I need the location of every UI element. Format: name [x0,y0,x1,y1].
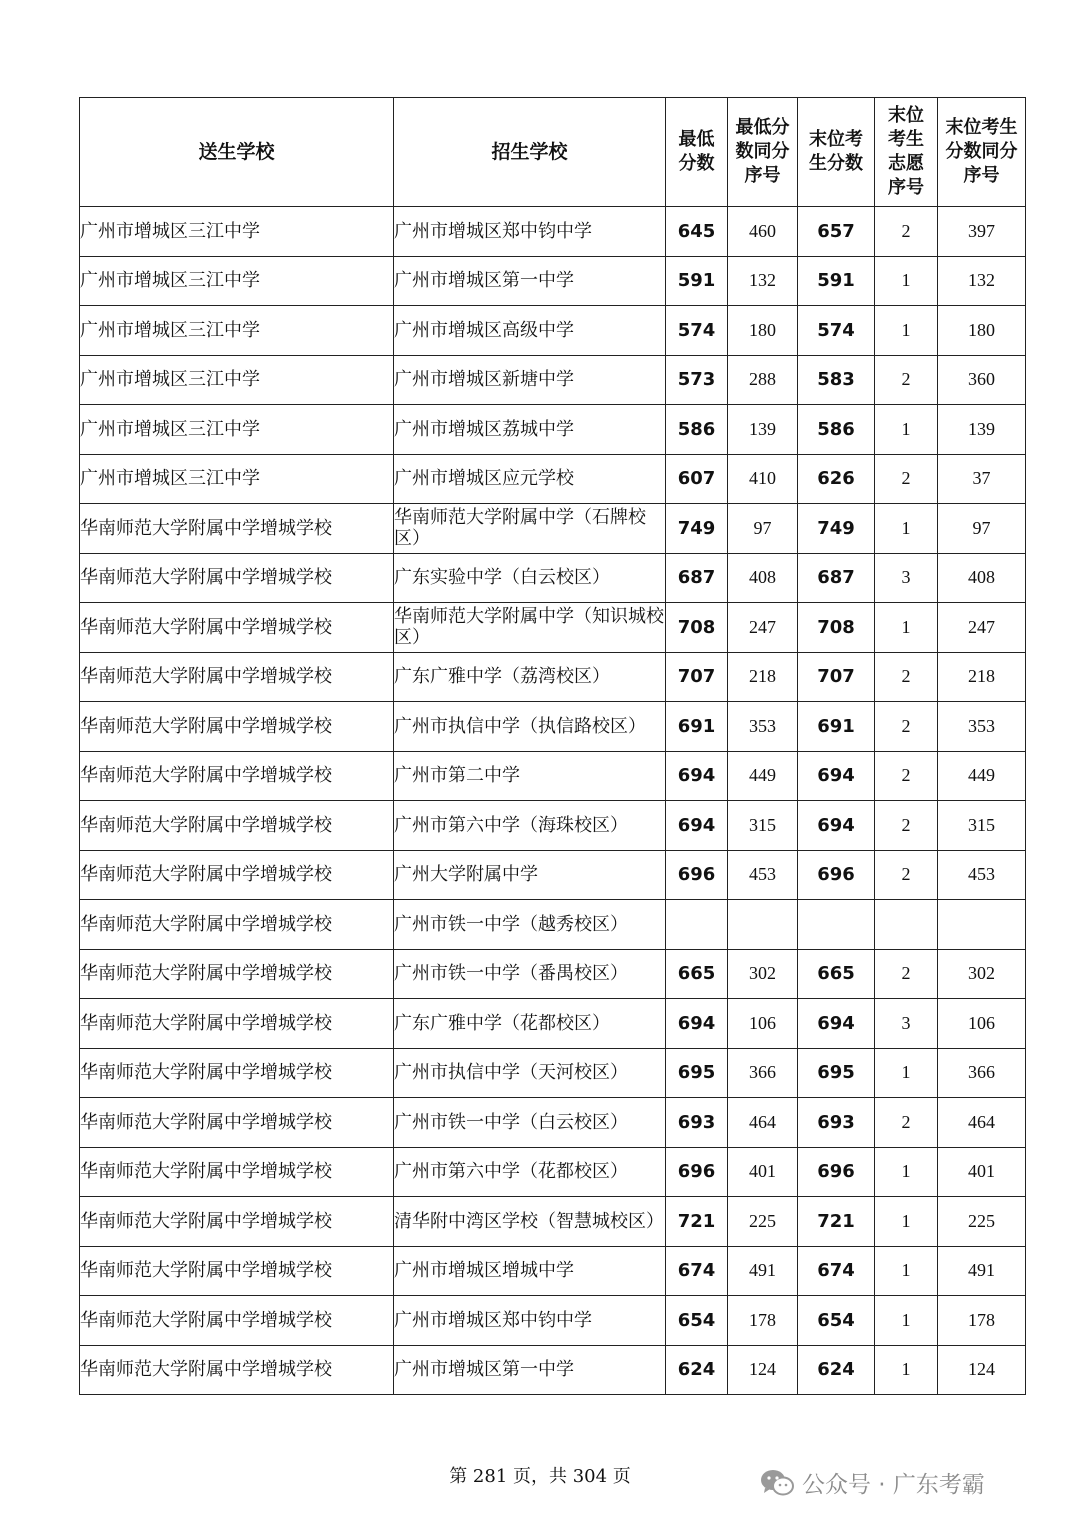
cell-admitting-school: 广州市增城区高级中学 [394,306,666,356]
cell-sender-school: 华南师范大学附属中学增城学校 [80,702,394,752]
cell-last-score-rank [938,900,1026,950]
header-last-score [798,98,875,207]
cell-sender-school: 华南师范大学附属中学增城学校 [80,850,394,900]
header-line: 分数 [678,153,715,174]
cell-last-score: 624 [798,1345,875,1395]
cell-min-score-rank: 288 [728,355,798,405]
table-row [80,1147,1026,1197]
cell-min-score: 665 [666,949,728,999]
cell-min-score-rank: 464 [728,1098,798,1148]
cell-sender-school: 华南师范大学附属中学增城学校 [80,949,394,999]
cell-last-score-rank: 353 [938,702,1026,752]
cell-last-score-rank: 397 [938,207,1026,257]
table-row [80,1048,1026,1098]
table-row [80,801,1026,851]
table-row [80,306,1026,356]
cell-last-score: 691 [798,702,875,752]
header-line: 最低分 [735,117,790,138]
cell-last-score-rank: 180 [938,306,1026,356]
cell-min-score-rank: 124 [728,1345,798,1395]
cell-admitting-school: 广东实验中学（白云校区） [394,553,666,603]
cell-min-score-rank: 302 [728,949,798,999]
cell-sender-school: 华南师范大学附属中学增城学校 [80,900,394,950]
header-line: 生分数 [809,153,863,174]
cell-sender-school: 华南师范大学附属中学增城学校 [80,1197,394,1247]
cell-min-score: 693 [666,1098,728,1148]
cell-min-score: 721 [666,1197,728,1247]
cell-last-choice-number: 2 [875,1098,938,1148]
header-admitting-school: 招生学校 [394,98,666,207]
table-row [80,454,1026,504]
cell-admitting-school: 广州市增城区郑中钧中学 [394,1296,666,1346]
header-sender-school: 送生学校 [80,98,394,207]
cell-min-score: 694 [666,751,728,801]
cell-last-choice-number [875,900,938,950]
header-min-score-rank [728,98,798,207]
cell-sender-school: 华南师范大学附属中学增城学校 [80,652,394,702]
cell-min-score: 691 [666,702,728,752]
table-row [80,1098,1026,1148]
cell-sender-school: 华南师范大学附属中学增城学校 [80,1246,394,1296]
cell-min-score: 586 [666,405,728,455]
cell-admitting-school: 广州市增城区第一中学 [394,256,666,306]
cell-min-score: 645 [666,207,728,257]
cell-last-score: 708 [798,603,875,653]
header-line: 末位 [888,105,924,126]
cell-admitting-school: 华南师范大学附属中学（知识城校区） [394,603,666,653]
cell-last-choice-number: 3 [875,553,938,603]
cell-last-score-rank: 302 [938,949,1026,999]
cell-last-choice-number: 1 [875,1296,938,1346]
cell-last-choice-number: 2 [875,751,938,801]
cell-min-score: 654 [666,1296,728,1346]
cell-min-score-rank: 180 [728,306,798,356]
cell-min-score: 591 [666,256,728,306]
admission-score-table [79,97,1026,1395]
page-number: 第 281 页，共 304 页 [449,1466,631,1487]
cell-admitting-school: 广州市第六中学（花都校区） [394,1147,666,1197]
cell-min-score-rank: 453 [728,850,798,900]
cell-last-score-rank: 464 [938,1098,1026,1148]
cell-min-score-rank: 401 [728,1147,798,1197]
cell-admitting-school: 广州市第六中学（海珠校区） [394,801,666,851]
cell-last-score: 695 [798,1048,875,1098]
header-line: 数同分 [735,141,790,162]
cell-last-score: 696 [798,850,875,900]
cell-last-choice-number: 1 [875,1345,938,1395]
cell-last-choice-number: 2 [875,702,938,752]
table-row [80,850,1026,900]
cell-min-score: 695 [666,1048,728,1098]
header-min-score [666,98,728,207]
cell-sender-school: 华南师范大学附属中学增城学校 [80,999,394,1049]
table-row [80,405,1026,455]
cell-last-score: 693 [798,1098,875,1148]
cell-last-score: 707 [798,652,875,702]
cell-last-choice-number: 1 [875,306,938,356]
table-row [80,652,1026,702]
cell-last-score: 721 [798,1197,875,1247]
table-row [80,949,1026,999]
cell-admitting-school: 广州市增城区新塘中学 [394,355,666,405]
cell-last-choice-number: 3 [875,999,938,1049]
cell-sender-school: 广州市增城区三江中学 [80,306,394,356]
cell-admitting-school: 清华附中湾区学校（智慧城校区） [394,1197,666,1247]
cell-last-choice-number: 1 [875,1048,938,1098]
cell-last-score-rank: 360 [938,355,1026,405]
cell-last-choice-number: 1 [875,603,938,653]
cell-sender-school: 华南师范大学附属中学增城学校 [80,1147,394,1197]
cell-last-choice-number: 1 [875,256,938,306]
cell-last-score-rank: 139 [938,405,1026,455]
cell-last-score: 687 [798,553,875,603]
cell-sender-school: 广州市增城区三江中学 [80,355,394,405]
cell-last-score: 574 [798,306,875,356]
cell-min-score-rank: 408 [728,553,798,603]
cell-last-score: 694 [798,801,875,851]
cell-min-score: 674 [666,1246,728,1296]
watermark [760,1466,985,1499]
cell-last-score: 696 [798,1147,875,1197]
table-row [80,256,1026,306]
cell-min-score: 694 [666,999,728,1049]
cell-min-score-rank: 353 [728,702,798,752]
cell-min-score: 694 [666,801,728,851]
header-line: 序号 [888,177,924,198]
cell-min-score [666,900,728,950]
cell-last-score: 657 [798,207,875,257]
cell-last-score-rank: 218 [938,652,1026,702]
cell-last-choice-number: 2 [875,454,938,504]
cell-sender-school: 广州市增城区三江中学 [80,256,394,306]
cell-admitting-school: 广州市铁一中学（越秀校区） [394,900,666,950]
cell-sender-school: 广州市增城区三江中学 [80,405,394,455]
cell-last-score-rank: 366 [938,1048,1026,1098]
table-row [80,1246,1026,1296]
cell-admitting-school: 广州市增城区应元学校 [394,454,666,504]
cell-last-score: 674 [798,1246,875,1296]
table-body [80,207,1026,1395]
cell-last-score-rank: 315 [938,801,1026,851]
cell-last-choice-number: 1 [875,1147,938,1197]
cell-admitting-school: 广东广雅中学（荔湾校区） [394,652,666,702]
cell-admitting-school: 广州市增城区第一中学 [394,1345,666,1395]
cell-admitting-school: 广州市执信中学（执信路校区） [394,702,666,752]
table-row [80,751,1026,801]
cell-min-score-rank: 218 [728,652,798,702]
table-row [80,355,1026,405]
cell-last-score: 586 [798,405,875,455]
cell-sender-school: 华南师范大学附属中学增城学校 [80,553,394,603]
cell-sender-school: 广州市增城区三江中学 [80,207,394,257]
header-line: 末位考 [809,129,863,150]
cell-last-score-rank: 124 [938,1345,1026,1395]
cell-admitting-school: 广州大学附属中学 [394,850,666,900]
cell-min-score-rank: 315 [728,801,798,851]
cell-admitting-school: 广州市铁一中学（番禺校区） [394,949,666,999]
table-header-row [80,98,1026,207]
cell-min-score-rank: 491 [728,1246,798,1296]
header-last-choice-number [875,98,938,207]
cell-min-score-rank: 97 [728,504,798,554]
table-row [80,900,1026,950]
table-row [80,553,1026,603]
table-row [80,603,1026,653]
cell-sender-school: 广州市增城区三江中学 [80,454,394,504]
header-line: 末位考生 [945,117,1018,138]
cell-admitting-school: 广东广雅中学（花都校区） [394,999,666,1049]
cell-min-score-rank [728,900,798,950]
cell-sender-school: 华南师范大学附属中学增城学校 [80,504,394,554]
cell-last-choice-number: 2 [875,949,938,999]
table-row [80,702,1026,752]
cell-last-choice-number: 2 [875,850,938,900]
cell-sender-school: 华南师范大学附属中学增城学校 [80,751,394,801]
cell-sender-school: 华南师范大学附属中学增城学校 [80,801,394,851]
cell-last-score: 749 [798,504,875,554]
cell-sender-school: 华南师范大学附属中学增城学校 [80,1048,394,1098]
cell-last-score: 591 [798,256,875,306]
cell-min-score-rank: 247 [728,603,798,653]
cell-last-score-rank: 449 [938,751,1026,801]
cell-last-score-rank: 453 [938,850,1026,900]
header-line: 分数同分 [945,141,1018,162]
cell-min-score: 574 [666,306,728,356]
cell-sender-school: 华南师范大学附属中学增城学校 [80,603,394,653]
cell-last-score [798,900,875,950]
header-line: 最低 [678,129,715,150]
cell-min-score: 749 [666,504,728,554]
cell-last-score-rank: 401 [938,1147,1026,1197]
cell-min-score: 687 [666,553,728,603]
header-line: 序号 [963,165,1000,186]
cell-min-score-rank: 410 [728,454,798,504]
cell-min-score-rank: 106 [728,999,798,1049]
cell-min-score-rank: 366 [728,1048,798,1098]
cell-last-score-rank: 97 [938,504,1026,554]
cell-admitting-school: 广州市铁一中学（白云校区） [394,1098,666,1148]
table-row [80,1296,1026,1346]
cell-last-score-rank: 106 [938,999,1026,1049]
cell-last-score-rank: 178 [938,1296,1026,1346]
cell-last-choice-number: 2 [875,207,938,257]
cell-sender-school: 华南师范大学附属中学增城学校 [80,1296,394,1346]
cell-last-score: 694 [798,751,875,801]
header-line: 考生 [888,129,924,150]
cell-min-score-rank: 132 [728,256,798,306]
cell-min-score: 607 [666,454,728,504]
cell-admitting-school: 广州市第二中学 [394,751,666,801]
cell-last-score: 583 [798,355,875,405]
cell-min-score: 707 [666,652,728,702]
table-row [80,1197,1026,1247]
cell-last-choice-number: 1 [875,1246,938,1296]
header-line: 序号 [744,165,781,186]
cell-last-choice-number: 2 [875,801,938,851]
cell-last-score-rank: 491 [938,1246,1026,1296]
cell-min-score: 573 [666,355,728,405]
table-row [80,1345,1026,1395]
cell-min-score: 624 [666,1345,728,1395]
cell-admitting-school: 广州市增城区荔城中学 [394,405,666,455]
cell-last-score-rank: 247 [938,603,1026,653]
table-row [80,207,1026,257]
cell-last-score-rank: 37 [938,454,1026,504]
cell-last-choice-number: 1 [875,405,938,455]
header-last-score-rank [938,98,1026,207]
cell-min-score: 696 [666,850,728,900]
cell-admitting-school: 广州市增城区郑中钧中学 [394,207,666,257]
cell-last-score: 665 [798,949,875,999]
cell-sender-school: 华南师范大学附属中学增城学校 [80,1098,394,1148]
cell-last-score-rank: 132 [938,256,1026,306]
cell-min-score: 696 [666,1147,728,1197]
table-row [80,504,1026,554]
cell-min-score-rank: 139 [728,405,798,455]
cell-last-score-rank: 225 [938,1197,1026,1247]
cell-min-score-rank: 225 [728,1197,798,1247]
cell-min-score: 708 [666,603,728,653]
cell-last-score-rank: 408 [938,553,1026,603]
cell-last-choice-number: 2 [875,652,938,702]
watermark-text: 公众号 · 广东考霸 [802,1472,985,1498]
cell-last-score: 694 [798,999,875,1049]
cell-sender-school: 华南师范大学附属中学增城学校 [80,1345,394,1395]
cell-admitting-school: 华南师范大学附属中学（石牌校区） [394,504,666,554]
cell-admitting-school: 广州市执信中学（天河校区） [394,1048,666,1098]
cell-last-choice-number: 1 [875,1197,938,1247]
cell-last-choice-number: 2 [875,355,938,405]
header-line: 志愿 [888,153,924,174]
cell-last-choice-number: 1 [875,504,938,554]
cell-min-score-rank: 178 [728,1296,798,1346]
cell-admitting-school: 广州市增城区增城中学 [394,1246,666,1296]
table-row [80,999,1026,1049]
wechat-icon [760,1468,794,1498]
cell-last-score: 654 [798,1296,875,1346]
cell-last-score: 626 [798,454,875,504]
cell-min-score-rank: 449 [728,751,798,801]
cell-min-score-rank: 460 [728,207,798,257]
